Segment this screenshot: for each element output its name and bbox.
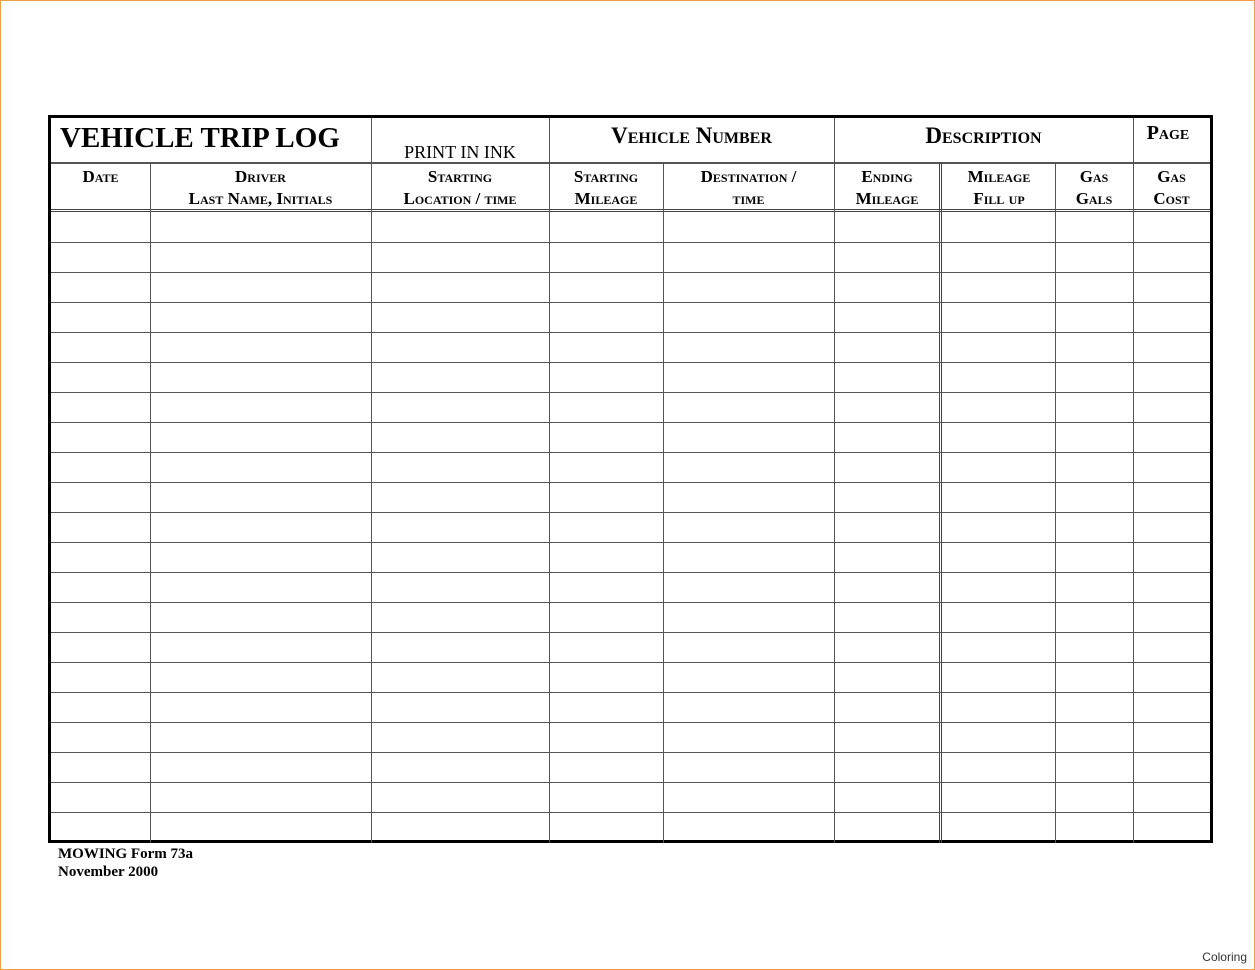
table-cell[interactable] [1133,633,1210,663]
table-cell[interactable] [940,813,1055,843]
row-divider [51,302,1210,303]
table-cell[interactable] [549,512,663,542]
column-header-line: Fill up [973,189,1025,208]
table-cell[interactable] [1133,452,1210,482]
column-header-gas-cost [1133,166,1210,210]
row-divider [51,752,1210,753]
table-cell[interactable] [51,332,150,362]
table-cell[interactable] [1133,663,1210,693]
table-cell[interactable] [834,512,940,542]
row-divider [51,242,1210,243]
table-row [51,783,1210,813]
table-cell[interactable] [1133,783,1210,813]
table-cell[interactable] [549,543,663,573]
column-header-line: Date [82,167,119,186]
table-cell[interactable] [1133,693,1210,723]
table-cell[interactable] [834,242,940,272]
table-cell[interactable] [150,332,371,362]
table-cell[interactable] [51,302,150,332]
table-row [51,753,1210,783]
column-header-destination [663,166,834,210]
table-cell[interactable] [549,422,663,452]
table-row [51,512,1210,542]
table-cell[interactable] [549,783,663,813]
column-header-line: Cost [1153,189,1190,208]
table-cell[interactable] [549,392,663,422]
row-divider [51,602,1210,603]
row-divider [51,542,1210,543]
table-cell[interactable] [371,212,549,242]
table-cell[interactable] [150,422,371,452]
row-divider [51,482,1210,483]
table-cell[interactable] [51,633,150,663]
table-cell[interactable] [940,723,1055,753]
table-cell[interactable] [1055,573,1133,603]
row-divider [51,572,1210,573]
table-cell[interactable] [1055,813,1133,843]
table-cell[interactable] [940,543,1055,573]
column-header-line: Starting [573,167,639,186]
table-row [51,813,1210,843]
table-row [51,272,1210,302]
table-row [51,573,1210,603]
table-cell[interactable] [150,482,371,512]
table-cell[interactable] [663,422,834,452]
description-field[interactable] [834,118,1133,163]
row-divider [51,452,1210,453]
table-row [51,482,1210,512]
table-cell[interactable] [1133,332,1210,362]
table-cell[interactable] [834,783,940,813]
table-cell[interactable] [371,663,549,693]
table-row [51,633,1210,663]
column-header-line: Driver [235,167,286,186]
table-cell[interactable] [549,813,663,843]
table-cell[interactable] [940,633,1055,663]
table-cell[interactable] [940,603,1055,633]
table-cell[interactable] [663,512,834,542]
column-header-line: Ending [861,167,913,186]
form-date: November 2000 [58,864,159,880]
row-divider [51,272,1210,273]
table-cell[interactable] [1055,603,1133,633]
table-cell[interactable] [834,362,940,392]
row-divider [51,362,1210,363]
table-row [51,362,1210,392]
table-row [51,452,1210,482]
table-cell[interactable] [663,813,834,843]
table-cell[interactable] [940,783,1055,813]
table-cell[interactable] [51,543,150,573]
table-cell[interactable] [371,633,549,663]
table-cell[interactable] [51,693,150,723]
table-cell[interactable] [549,452,663,482]
table-cell[interactable] [150,452,371,482]
table-cell[interactable] [51,452,150,482]
table-cell[interactable] [1133,482,1210,512]
table-cell[interactable] [940,512,1055,542]
table-cell[interactable] [51,482,150,512]
table-cell[interactable] [834,452,940,482]
table-row [51,302,1210,332]
form-title: VEHICLE TRIP LOG [60,122,340,154]
table-cell[interactable] [663,332,834,362]
table-cell[interactable] [1133,813,1210,843]
table-cell[interactable] [1055,212,1133,242]
table-cell[interactable] [1055,392,1133,422]
column-header-line: Gas [1079,167,1109,186]
column-header-starting-location [371,166,549,210]
column-header-line: time [732,189,765,208]
row-divider [51,692,1210,693]
table-cell[interactable] [150,212,371,242]
table-cell[interactable] [549,242,663,272]
table-cell[interactable] [150,723,371,753]
row-divider [51,512,1210,513]
table-cell[interactable] [549,482,663,512]
table-cell[interactable] [940,362,1055,392]
table-cell[interactable] [1055,753,1133,783]
table-cell[interactable] [940,242,1055,272]
divider [834,118,835,163]
table-cell[interactable] [834,753,940,783]
table-cell[interactable] [940,693,1055,723]
table-cell[interactable] [150,543,371,573]
table-cell[interactable] [51,753,150,783]
table-cell[interactable] [834,482,940,512]
table-cell[interactable] [663,753,834,783]
table-cell[interactable] [549,723,663,753]
table-cell[interactable] [371,783,549,813]
table-cell[interactable] [940,212,1055,242]
table-cell[interactable] [940,573,1055,603]
page-field[interactable] [1133,118,1210,163]
table-cell[interactable] [1055,452,1133,482]
table-cell[interactable] [663,573,834,603]
table-cell[interactable] [371,543,549,573]
table-cell[interactable] [663,723,834,753]
column-header-line: Mileage [967,167,1031,186]
table-cell[interactable] [1133,422,1210,452]
table-cell[interactable] [371,603,549,633]
table-cell[interactable] [940,663,1055,693]
table-cell[interactable] [1055,663,1133,693]
table-cell[interactable] [371,302,549,332]
table-cell[interactable] [834,332,940,362]
table-cell[interactable] [1055,693,1133,723]
vehicle-number-label: Vehicle Number [611,123,772,148]
table-cell[interactable] [834,543,940,573]
table-cell[interactable] [1055,543,1133,573]
table-cell[interactable] [940,302,1055,332]
table-cell[interactable] [51,573,150,603]
row-divider [51,632,1210,633]
table-cell[interactable] [150,302,371,332]
table-row [51,212,1210,242]
table-row [51,242,1210,272]
table-cell[interactable] [1133,573,1210,603]
table-cell[interactable] [150,392,371,422]
table-cell[interactable] [549,272,663,302]
table-cell[interactable] [549,332,663,362]
table-cell[interactable] [1133,272,1210,302]
table-cell[interactable] [150,512,371,542]
table-cell[interactable] [549,663,663,693]
table-cell[interactable] [834,633,940,663]
divider [51,162,1210,164]
row-divider [51,392,1210,393]
table-cell[interactable] [663,482,834,512]
table-cell[interactable] [663,362,834,392]
table-cell[interactable] [371,573,549,603]
table-cell[interactable] [150,753,371,783]
table-cell[interactable] [1055,633,1133,663]
table-cell[interactable] [371,512,549,542]
table-cell[interactable] [1133,603,1210,633]
table-cell[interactable] [549,633,663,663]
table-cell[interactable] [1133,543,1210,573]
table-cell[interactable] [371,813,549,843]
vehicle-number-field[interactable] [549,118,834,163]
table-cell[interactable] [51,663,150,693]
table-cell[interactable] [663,543,834,573]
column-header-gas-gals [1055,166,1133,210]
table-cell[interactable] [834,813,940,843]
table-cell[interactable] [549,603,663,633]
table-cell[interactable] [1055,512,1133,542]
column-header-mileage-fill-up [943,166,1055,210]
table-cell[interactable] [51,723,150,753]
column-header-line: Location / time [403,189,517,208]
row-divider [51,662,1210,663]
table-cell[interactable] [940,422,1055,452]
watermark-text: Coloring [1202,950,1247,964]
table-cell[interactable] [834,723,940,753]
table-cell[interactable] [663,242,834,272]
column-header-ending-mileage [834,166,940,210]
table-cell[interactable] [1055,272,1133,302]
table-cell[interactable] [371,392,549,422]
table-cell[interactable] [663,452,834,482]
table-cell[interactable] [940,272,1055,302]
table-cell[interactable] [1055,302,1133,332]
table-cell[interactable] [371,272,549,302]
column-header-line: Destination / [700,167,797,186]
table-cell[interactable] [549,362,663,392]
table-row [51,543,1210,573]
table-cell[interactable] [1055,242,1133,272]
column-header-line: Mileage [855,189,919,208]
table-cell[interactable] [51,422,150,452]
page-label: Page [1146,122,1190,144]
table-cell[interactable] [51,392,150,422]
table-cell[interactable] [1133,723,1210,753]
table-cell[interactable] [663,212,834,242]
table-cell[interactable] [371,753,549,783]
table-cell[interactable] [51,783,150,813]
table-cell[interactable] [1055,422,1133,452]
table-cell[interactable] [150,663,371,693]
column-header-starting-mileage [549,166,663,210]
table-row [51,693,1210,723]
table-cell[interactable] [834,272,940,302]
table-cell[interactable] [51,242,150,272]
table-cell[interactable] [1055,723,1133,753]
table-cell[interactable] [371,332,549,362]
table-cell[interactable] [834,693,940,723]
table-cell[interactable] [150,603,371,633]
table-cell[interactable] [663,783,834,813]
column-header-date [51,166,150,188]
table-cell[interactable] [940,452,1055,482]
table-row [51,723,1210,753]
divider [549,118,550,163]
table-cell[interactable] [1133,302,1210,332]
table-cell[interactable] [51,603,150,633]
table-cell[interactable] [663,663,834,693]
form-id: MOWING Form 73a [58,846,193,862]
table-cell[interactable] [834,212,940,242]
table-cell[interactable] [1133,362,1210,392]
table-cell[interactable] [371,242,549,272]
form-footer [58,845,193,881]
table-cell[interactable] [663,603,834,633]
table-cell[interactable] [1055,332,1133,362]
table-cell[interactable] [150,272,371,302]
table-cell[interactable] [549,693,663,723]
table-cell[interactable] [371,362,549,392]
table-cell[interactable] [150,783,371,813]
column-header-line: Mileage [574,189,638,208]
table-cell[interactable] [51,362,150,392]
column-header-line: Starting [427,167,493,186]
column-header-line: Last Name, Initials [188,189,333,208]
table-cell[interactable] [1133,242,1210,272]
row-divider [51,422,1210,423]
description-label: Description [925,123,1042,148]
table-cell[interactable] [371,422,549,452]
table-cell[interactable] [663,272,834,302]
divider [1133,118,1134,163]
table-cell[interactable] [834,302,940,332]
table-row [51,332,1210,362]
table-cell[interactable] [371,693,549,723]
column-header-line: Gals [1075,189,1113,208]
row-divider [51,782,1210,783]
table-cell[interactable] [549,753,663,783]
table-row [51,422,1210,452]
table-cell[interactable] [834,573,940,603]
table-cell[interactable] [663,392,834,422]
table-cell[interactable] [663,633,834,663]
table-row [51,603,1210,633]
table-cell[interactable] [940,332,1055,362]
table-cell[interactable] [940,482,1055,512]
row-divider [51,812,1210,813]
table-cell[interactable] [1055,362,1133,392]
table-cell[interactable] [1133,392,1210,422]
table-cell[interactable] [834,392,940,422]
table-cell[interactable] [549,212,663,242]
table-row [51,392,1210,422]
trip-log-table [48,115,1213,843]
table-cell[interactable] [1055,482,1133,512]
print-in-ink-note: PRINT IN INK [404,142,516,162]
table-cell[interactable] [150,242,371,272]
column-header-driver [150,166,371,210]
table-cell[interactable] [371,452,549,482]
table-cell[interactable] [549,573,663,603]
table-cell[interactable] [150,362,371,392]
table-cell[interactable] [150,813,371,843]
table-cell[interactable] [940,392,1055,422]
table-cell[interactable] [663,302,834,332]
table-cell[interactable] [150,573,371,603]
table-cell[interactable] [940,753,1055,783]
row-divider [51,332,1210,333]
table-cell[interactable] [1133,753,1210,783]
table-cell[interactable] [51,212,150,242]
table-cell[interactable] [51,813,150,843]
table-cell[interactable] [834,422,940,452]
table-cell[interactable] [1133,212,1210,242]
table-cell[interactable] [51,272,150,302]
table-cell[interactable] [1133,512,1210,542]
table-cell[interactable] [371,482,549,512]
table-cell[interactable] [834,663,940,693]
table-cell[interactable] [549,302,663,332]
table-cell[interactable] [371,723,549,753]
table-row [51,663,1210,693]
table-cell[interactable] [663,693,834,723]
table-cell[interactable] [1055,783,1133,813]
column-header-line: Gas [1157,167,1186,186]
table-cell[interactable] [51,512,150,542]
table-cell[interactable] [150,633,371,663]
table-cell[interactable] [150,693,371,723]
table-cell[interactable] [834,603,940,633]
row-divider [51,722,1210,723]
divider [371,118,372,163]
